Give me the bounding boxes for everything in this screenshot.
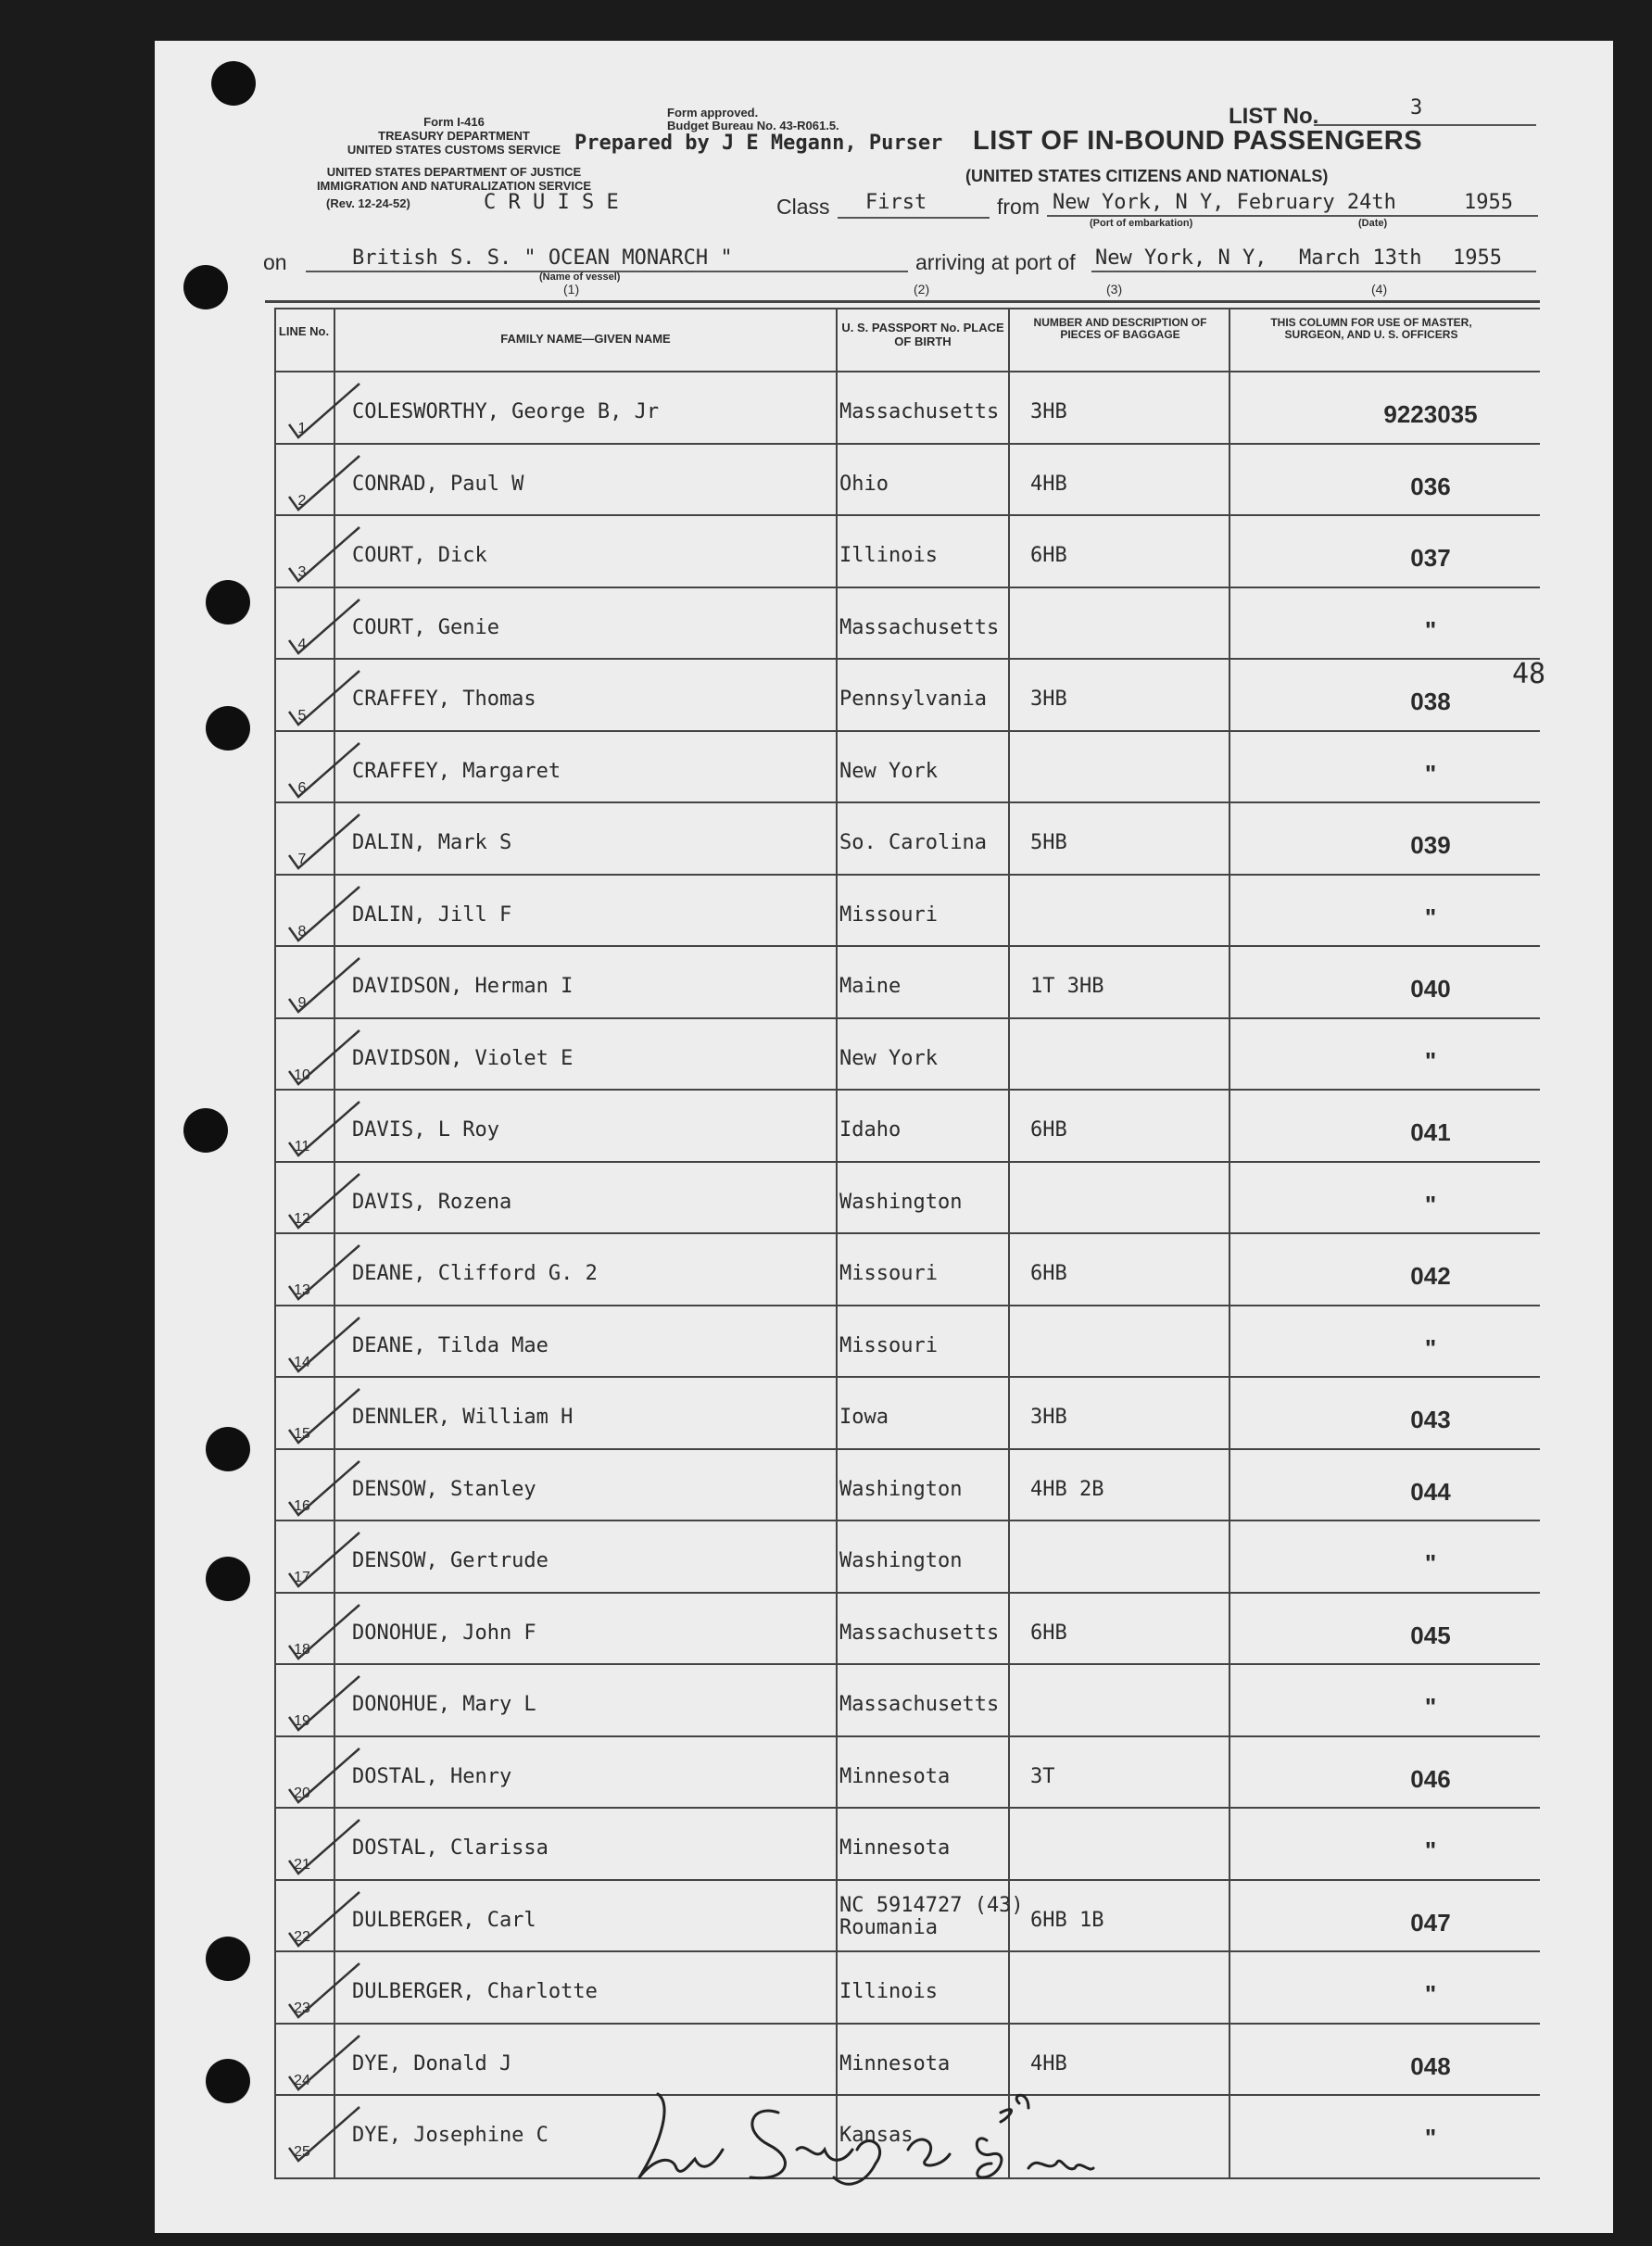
justice-block (259, 165, 649, 193)
place-of-birth: Roumania (839, 1915, 938, 1939)
row-line-number: 10 (294, 1066, 310, 1083)
certificate-number: " (1424, 759, 1437, 788)
certificate-number: " (1424, 1693, 1437, 1721)
passenger-name: DENSOW, Gertrude (352, 1549, 549, 1572)
margin-number: 48 (1512, 658, 1546, 690)
punch-hole (206, 1427, 250, 1471)
class-value: First (865, 191, 927, 214)
check-mark-icon (287, 1172, 361, 1231)
place-of-birth: Massachusetts (839, 1693, 1000, 1716)
baggage: 4HB 2B (1030, 1477, 1104, 1501)
arrival-year: 1955 (1453, 246, 1502, 270)
check-mark-icon (287, 956, 361, 1016)
arriving-label: arriving at port of (915, 250, 1076, 274)
row-line-number: 21 (294, 1857, 310, 1873)
certificate-number: 045 (1410, 1621, 1451, 1649)
check-mark-icon (287, 669, 361, 728)
passenger-name: CRAFFEY, Margaret (352, 759, 561, 783)
place-of-birth: Massachusetts (839, 615, 1000, 639)
check-mark-icon (287, 1674, 361, 1734)
date-caption: (Date) (1358, 218, 1388, 229)
port-embarkation-caption: (Port of embarkation) (1090, 218, 1193, 229)
baggage: 3HB (1030, 400, 1067, 423)
passenger-name: DEANE, Tilda Mae (352, 1333, 549, 1357)
row-rule (274, 1663, 1540, 1665)
passenger-name: DAVIS, L Roy (352, 1118, 499, 1142)
passenger-name: DOSTAL, Henry (352, 1764, 512, 1788)
baggage: 6HB (1030, 1118, 1067, 1142)
check-mark-icon (287, 454, 361, 513)
treasury-department: TREASURY DEPARTMENT (378, 129, 530, 143)
row-line-number: 7 (297, 852, 307, 867)
passenger-name: COLESWORTHY, George B, Jr (352, 400, 660, 423)
row-line-number: 11 (294, 1139, 310, 1155)
place-of-birth: So. Carolina (839, 831, 987, 854)
check-mark-icon (287, 1028, 361, 1088)
check-mark-icon (287, 1243, 361, 1303)
row-line-number: 3 (297, 564, 307, 580)
certificate-number: 041 (1410, 1118, 1451, 1146)
row-line-number: 8 (297, 923, 307, 940)
header-officers: THIS COLUMN FOR USE OF MASTER, SURGEON, AND U. S. OFFICERS (1270, 316, 1472, 341)
row-line-number: 16 (294, 1497, 310, 1514)
check-mark-icon (287, 2034, 361, 2093)
certificate-number: 044 (1410, 1477, 1451, 1506)
certificate-number: " (1424, 1980, 1437, 2008)
certificate-number: 046 (1410, 1764, 1451, 1793)
row-rule (274, 1520, 1540, 1521)
row-rule (274, 1807, 1540, 1809)
certificate-number: " (1424, 1549, 1437, 1577)
baggage: 3T (1030, 1764, 1055, 1788)
passenger-name: DULBERGER, Charlotte (352, 1980, 598, 2003)
certificate-number: 048 (1410, 2051, 1451, 2080)
row-line-number: 15 (294, 1426, 310, 1442)
certificate-number: " (1424, 1190, 1437, 1218)
place-of-birth: Pennsylvania (839, 688, 987, 711)
header-name: FAMILY NAME—GIVEN NAME (500, 332, 671, 346)
row-rule (274, 371, 1540, 372)
check-mark-icon (287, 885, 361, 944)
place-of-birth: New York (839, 1046, 938, 1070)
certificate-number: " (1424, 1836, 1437, 1864)
embarkation-place: New York, N Y, February 24th (1053, 191, 1396, 214)
baggage: 4HB (1030, 2051, 1067, 2076)
punch-hole (206, 1937, 250, 1981)
row-line-number: 20 (294, 1785, 310, 1801)
punch-hole (183, 1108, 228, 1153)
passenger-name: DULBERGER, Carl (352, 1908, 536, 1932)
baggage: 6HB (1030, 1262, 1067, 1285)
immigration-service: IMMIGRATION AND NATURALIZATION SERVICE (316, 179, 592, 193)
baggage: 6HB 1B (1030, 1908, 1104, 1932)
check-mark-icon (287, 813, 361, 872)
customs-service: UNITED STATES CUSTOMS SERVICE (347, 143, 561, 157)
inspector-signature (621, 2076, 1103, 2196)
place-of-birth: Massachusetts (839, 400, 1000, 423)
check-mark-icon (287, 741, 361, 801)
place-of-birth: Washington (839, 1549, 963, 1572)
column-number-4: (4) (1371, 282, 1388, 297)
place-of-birth: Missouri (839, 1262, 938, 1285)
row-line-number: 19 (294, 1713, 310, 1729)
row-line-number: 25 (294, 2144, 310, 2160)
row-rule (274, 1879, 1540, 1881)
row-rule (274, 874, 1540, 876)
place-of-birth: Illinois (839, 1980, 938, 2003)
passenger-name: DENSOW, Stanley (352, 1477, 536, 1501)
certificate-number: " (1424, 615, 1437, 644)
row-rule (274, 1448, 1540, 1450)
check-mark-icon (287, 1962, 361, 2021)
arrival-place: New York, N Y, (1095, 246, 1267, 270)
row-line-number: 18 (294, 1641, 310, 1658)
baggage: 3HB (1030, 1406, 1067, 1429)
passenger-name: CONRAD, Paul W (352, 472, 524, 496)
row-rule (274, 801, 1540, 803)
row-line-number: 2 (297, 492, 307, 509)
row-rule (274, 1592, 1540, 1594)
baggage: 6HB (1030, 544, 1067, 567)
row-rule (274, 1735, 1540, 1737)
certificate-number: " (1424, 902, 1437, 931)
passenger-name: DONOHUE, John F (352, 1621, 536, 1645)
passport-number: NC 5914727 (43) (839, 1893, 1024, 1917)
check-mark-icon (287, 598, 361, 657)
certificate-number: 039 (1410, 831, 1451, 859)
place-of-birth: Ohio (839, 472, 889, 496)
place-of-birth: Washington (839, 1190, 963, 1214)
budget-bureau: Budget Bureau No. 43-R061.5. (667, 119, 839, 132)
row-line-number: 5 (297, 708, 307, 724)
vessel-caption: (Name of vessel) (539, 271, 621, 283)
list-number: 3 (1410, 96, 1423, 120)
list-number-underline (1314, 124, 1536, 126)
certificate-number: 047 (1410, 1908, 1451, 1937)
row-line-number: 6 (297, 779, 307, 796)
certificate-number: 040 (1410, 975, 1451, 1003)
on-label: on (263, 250, 287, 274)
row-line-number: 23 (294, 2000, 310, 2016)
certificate-number: " (1424, 1046, 1437, 1075)
row-rule (274, 1161, 1540, 1163)
row-rule (274, 514, 1540, 516)
header-passport: U. S. PASSPORT No. PLACE OF BIRTH (841, 321, 1004, 348)
header-baggage: NUMBER AND DESCRIPTION OF PIECES OF BAGGAGE (1033, 316, 1207, 341)
passenger-name: DEANE, Clifford G. 2 (352, 1262, 598, 1285)
header-line-no: LINE No. (278, 324, 330, 338)
certificate-number: " (1424, 1333, 1437, 1362)
row-rule (274, 1089, 1540, 1091)
class-label: Class (776, 195, 830, 219)
list-number-label: LIST No. (1229, 104, 1319, 129)
row-rule (274, 1305, 1540, 1306)
passenger-name: DYE, Josephine C (352, 2124, 549, 2147)
row-line-number: 17 (294, 1570, 310, 1585)
punch-hole (206, 706, 250, 751)
row-rule (274, 1376, 1540, 1378)
row-line-number: 9 (297, 995, 307, 1011)
list-title: LIST OF IN-BOUND PASSENGERS (973, 126, 1423, 156)
punch-hole (206, 580, 250, 625)
row-rule (274, 443, 1540, 445)
certificate-number: 036 (1410, 472, 1451, 500)
passenger-name: DALIN, Jill F (352, 902, 512, 927)
passenger-name: DAVIDSON, Violet E (352, 1046, 574, 1070)
check-mark-icon (287, 1387, 361, 1446)
baggage: 4HB (1030, 472, 1067, 496)
column-number-3: (3) (1106, 282, 1123, 297)
punch-hole (206, 1557, 250, 1601)
place-of-birth: Missouri (839, 902, 938, 927)
row-line-number: 1 (297, 421, 307, 436)
line-column-rule (274, 309, 276, 2177)
passenger-name: DYE, Donald J (352, 2051, 512, 2076)
passenger-name: DAVIDSON, Herman I (352, 975, 574, 998)
check-mark-icon (287, 1316, 361, 1375)
passenger-name: CRAFFEY, Thomas (352, 688, 536, 711)
vessel-name: British S. S. " OCEAN MONARCH " (352, 246, 733, 270)
check-mark-icon (287, 382, 361, 441)
embarkation-year: 1955 (1464, 191, 1513, 214)
check-mark-icon (287, 1603, 361, 1662)
punch-hole (211, 61, 256, 106)
baggage: 3HB (1030, 688, 1067, 711)
passenger-name: COURT, Genie (352, 615, 499, 639)
from-label: from (997, 195, 1040, 219)
certificate-number: 043 (1410, 1406, 1451, 1433)
table-top-rule (265, 300, 1540, 303)
prepared-by: Prepared by J E Megann, Purser (574, 132, 943, 155)
certificate-number: 037 (1410, 544, 1451, 572)
place-of-birth: Iowa (839, 1406, 889, 1429)
passenger-name: COURT, Dick (352, 544, 487, 567)
check-mark-icon (287, 1531, 361, 1590)
list-subtitle: (UNITED STATES CITIZENS AND NATIONALS) (965, 167, 1329, 185)
justice-department: UNITED STATES DEPARTMENT OF JUSTICE (326, 165, 582, 179)
baggage: 6HB (1030, 1621, 1067, 1645)
passenger-name: DAVIS, Rozena (352, 1190, 512, 1214)
passenger-name: DENNLER, William H (352, 1406, 574, 1429)
check-mark-icon (287, 1459, 361, 1519)
row-line-number: 13 (294, 1282, 310, 1298)
passenger-name: DONOHUE, Mary L (352, 1693, 536, 1716)
place-of-birth: Minnesota (839, 1764, 951, 1788)
place-of-birth: Washington (839, 1477, 963, 1501)
row-rule (274, 658, 1540, 660)
arrival-date: March 13th (1299, 246, 1422, 270)
check-mark-icon (287, 2105, 361, 2164)
form-approved: Form approved. (667, 106, 759, 120)
table-top-rule-inner (274, 308, 1540, 309)
row-line-number: 14 (294, 1354, 310, 1370)
row-rule (274, 1232, 1540, 1234)
place-of-birth: New York (839, 759, 938, 783)
row-line-number: 24 (294, 2072, 310, 2088)
row-rule (274, 1950, 1540, 1952)
class-underline (838, 217, 990, 219)
baggage: 5HB (1030, 831, 1067, 854)
column-number-1: (1) (563, 282, 580, 297)
place-of-birth: Massachusetts (839, 1621, 1000, 1645)
certificate-number: 038 (1410, 688, 1451, 715)
check-mark-icon (287, 1100, 361, 1159)
place-of-birth: Illinois (839, 544, 938, 567)
certificate-number: " (1424, 2124, 1437, 2151)
row-rule (274, 730, 1540, 732)
punch-hole (206, 2059, 250, 2103)
arrival-underline (1091, 271, 1536, 272)
row-rule (274, 1017, 1540, 1019)
revision-date: (Rev. 12-24-52) (326, 196, 410, 210)
passenger-name: DALIN, Mark S (352, 831, 512, 854)
certificate-number: 042 (1410, 1262, 1451, 1290)
passenger-name: DOSTAL, Clarissa (352, 1836, 549, 1860)
place-of-birth: Maine (839, 975, 902, 998)
check-mark-icon (287, 1890, 361, 1949)
row-rule (274, 945, 1540, 947)
check-mark-icon (287, 1818, 361, 1877)
row-line-number: 22 (294, 1928, 310, 1945)
check-mark-icon (287, 1747, 361, 1806)
column-number-2: (2) (914, 282, 930, 297)
officer-column-rule (1229, 309, 1230, 2177)
place-of-birth: Minnesota (839, 1836, 951, 1860)
place-of-birth: Idaho (839, 1118, 902, 1142)
baggage: 1T 3HB (1030, 975, 1104, 998)
cruise-label: C R U I S E (484, 191, 619, 214)
place-of-birth: Minnesota (839, 2051, 951, 2076)
place-of-birth: Kansas (839, 2124, 914, 2147)
punch-hole (183, 265, 228, 309)
row-rule (274, 2023, 1540, 2025)
place-of-birth: Missouri (839, 1333, 938, 1357)
row-line-number: 12 (294, 1210, 310, 1227)
certificate-number: 9223035 (1383, 400, 1478, 428)
form-number: Form I-416 (423, 115, 485, 129)
passport-column-rule (836, 309, 838, 2177)
row-rule (274, 587, 1540, 588)
check-mark-icon (287, 525, 361, 585)
row-line-number: 4 (297, 636, 307, 652)
